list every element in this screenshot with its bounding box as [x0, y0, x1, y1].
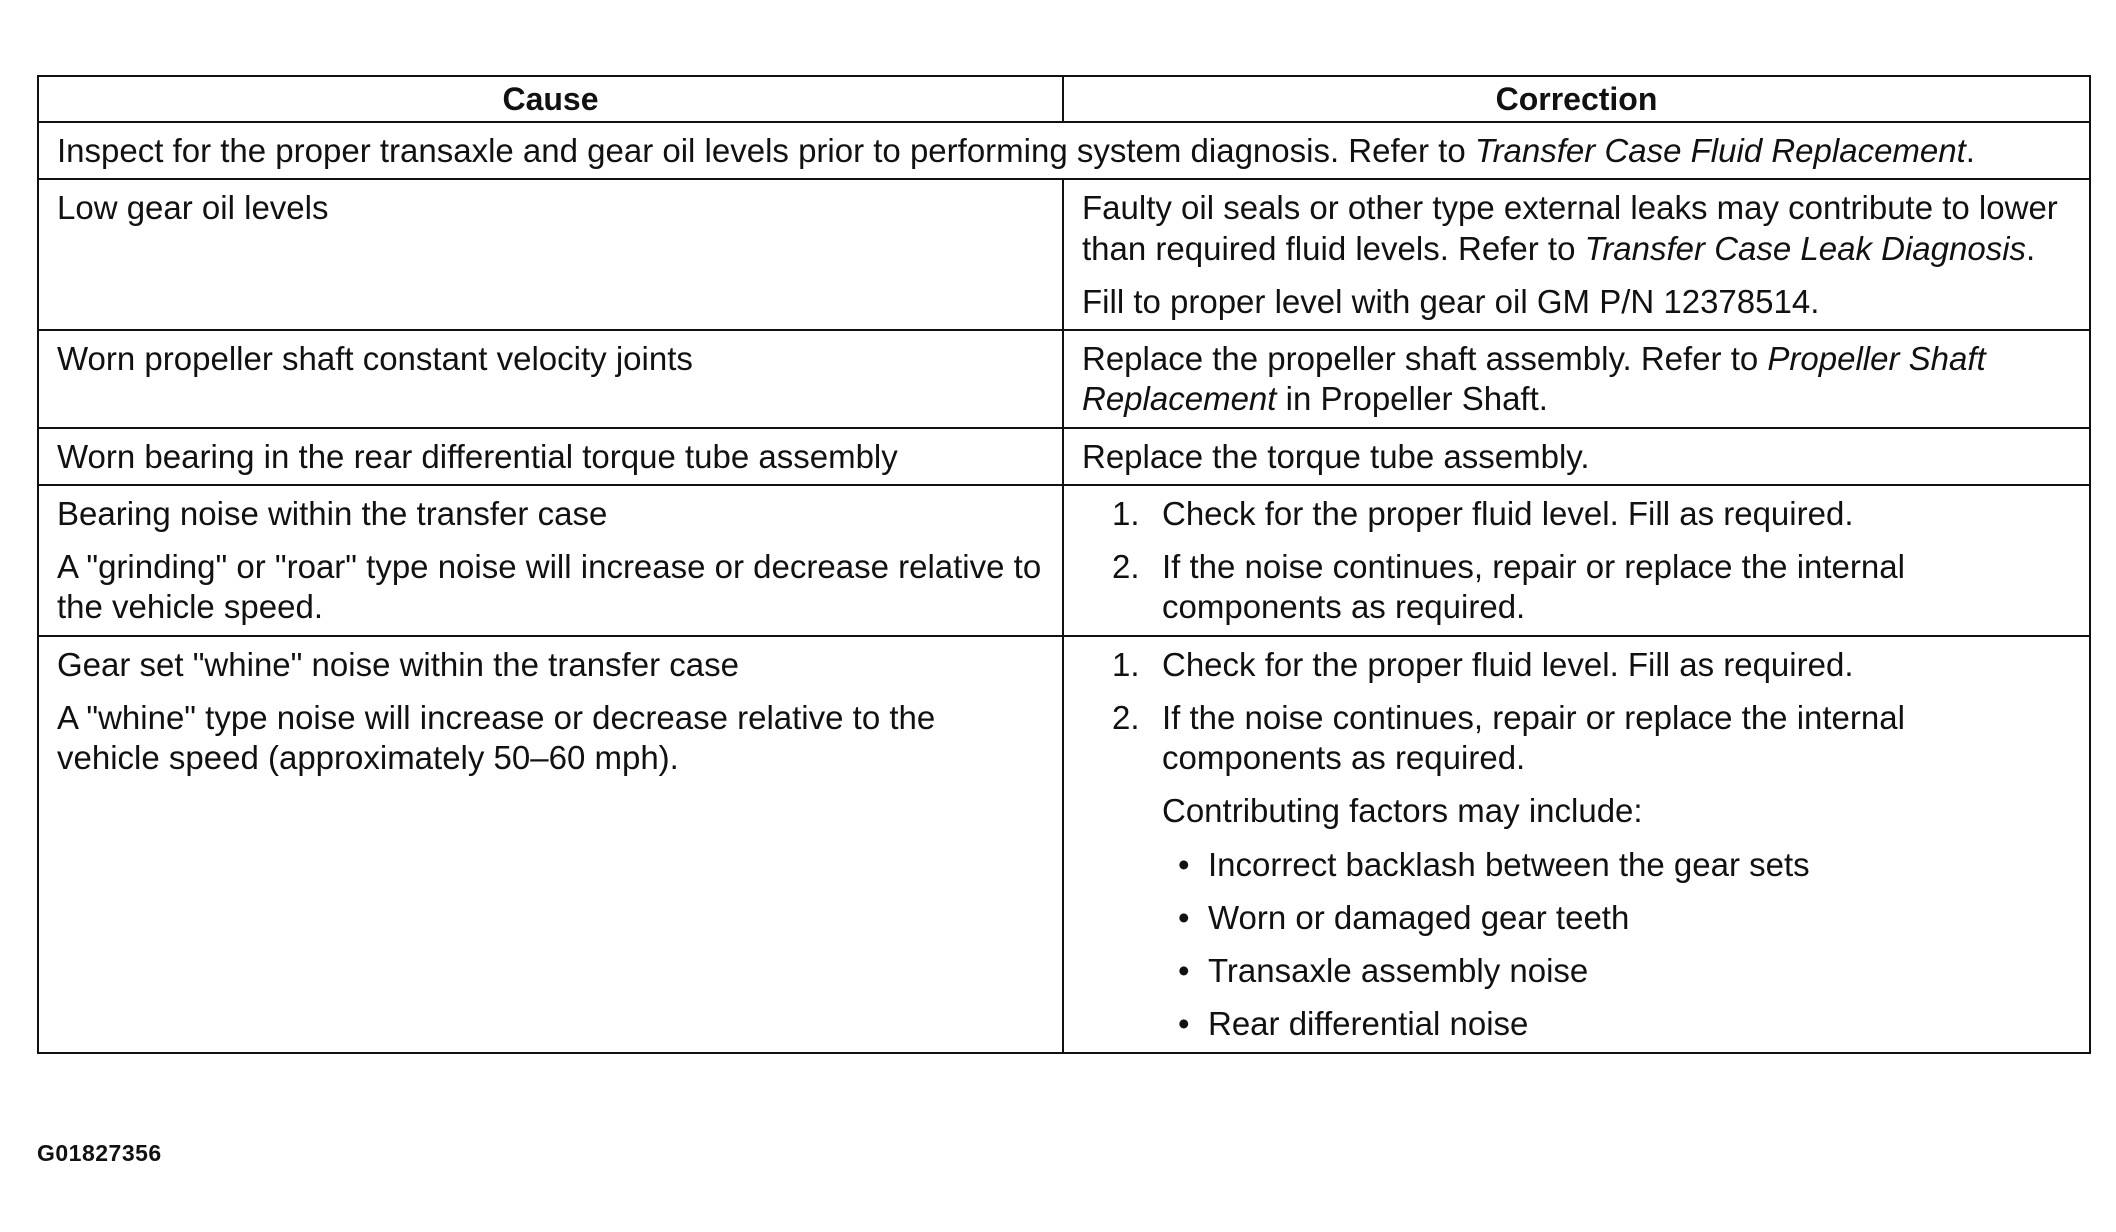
correction-cell — [1063, 636, 2090, 1053]
step-text: Check for the proper fluid level. Fill as required. — [1162, 645, 1854, 683]
table-row — [38, 636, 2090, 1053]
correction-steps — [1082, 494, 2070, 628]
correction-text: Fill to proper level with gear oil GM P/N 12378514. — [1082, 282, 1820, 320]
step-text: Check for the proper fluid level. Fill as required. — [1162, 494, 1854, 532]
cause-text: Gear set "whine" noise within the transfer case — [57, 645, 739, 683]
correction-text-end: in Propeller Shaft. — [1276, 380, 1548, 418]
intro-text-end: . — [1965, 132, 1975, 170]
table-header-row — [38, 76, 2090, 122]
step-number: 2. — [1112, 698, 1140, 736]
factor-text: Rear differential noise — [1208, 1005, 1529, 1043]
list-item — [1178, 1004, 2070, 1044]
table-row — [38, 485, 2090, 636]
table-row — [38, 179, 2090, 330]
correction-text-part: Faulty oil seals or other type external leaks may contribute to lower than required fluid levels. Refer to — [1082, 189, 2058, 267]
correction-reference: Transfer Case Leak Diagnosis — [1584, 229, 2027, 267]
correction-text-part: Replace the propeller shaft assembly. Refer to — [1082, 340, 1768, 378]
cause-description: A "grinding" or "roar" type noise will increase or decrease relative to the vehicle speed. — [57, 548, 1042, 626]
correction-cell — [1063, 179, 2090, 330]
list-item — [1082, 645, 2070, 685]
correction-text — [1082, 188, 2070, 269]
step-number: 1. — [1112, 494, 1140, 532]
intro-cell — [38, 122, 2090, 179]
cause-cell — [38, 179, 1063, 330]
correction-text: Replace the torque tube assembly. — [1082, 437, 1590, 475]
step-text: If the noise continues, repair or replace the internal components as required. — [1162, 698, 1905, 777]
contributing-factors-label: Contributing factors may include: — [1162, 792, 1643, 830]
correction-text — [1082, 339, 2070, 420]
bullet-icon: • — [1178, 898, 1190, 936]
intro-text: Inspect for the proper transaxle and gear oil levels prior to performing system diagnosis. Refer to — [57, 132, 1475, 170]
bullet-icon: • — [1178, 845, 1190, 883]
intro-reference: Transfer Case Fluid Replacement — [1474, 132, 1966, 170]
step-text: If the noise continues, repair or replace the internal components as required. — [1162, 548, 1905, 626]
factor-text: Incorrect backlash between the gear sets — [1208, 845, 1810, 883]
cause-text: Worn propeller shaft constant velocity joints — [57, 340, 693, 378]
cause-cell — [38, 428, 1063, 485]
intro-row — [38, 122, 2090, 179]
list-item — [1082, 494, 2070, 534]
bullet-icon: • — [1178, 1005, 1190, 1043]
cause-text: Bearing noise within the transfer case — [57, 494, 608, 532]
list-item — [1178, 951, 2070, 991]
cause-text: Worn bearing in the rear differential torque tube assembly — [57, 437, 898, 475]
correction-text-end: . — [2026, 229, 2036, 267]
cause-description: A "whine" type noise will increase or decrease relative to the vehicle speed (approximately 50–60 mph). — [57, 698, 936, 777]
list-item — [1178, 898, 2070, 938]
correction-cell — [1063, 485, 2090, 636]
column-header-cause: Cause — [38, 76, 1063, 122]
correction-steps — [1082, 645, 2070, 779]
correction-cell — [1063, 330, 2090, 428]
diagnosis-table — [37, 75, 2091, 1054]
list-item — [1082, 698, 2070, 779]
step-number: 2. — [1112, 548, 1140, 586]
step-number: 1. — [1112, 645, 1140, 683]
correction-reference: Propeller Shaft Replacement — [1082, 340, 1986, 418]
table-row — [38, 330, 2090, 428]
factor-text: Worn or damaged gear teeth — [1208, 898, 1630, 936]
figure-id: G01827356 — [37, 1140, 162, 1166]
cause-cell — [38, 485, 1063, 636]
cause-cell — [38, 636, 1063, 1053]
correction-cell — [1063, 428, 2090, 485]
list-item — [1178, 845, 2070, 885]
table-row — [38, 428, 2090, 485]
cause-cell — [38, 330, 1063, 428]
cause-text: Low gear oil levels — [57, 189, 329, 227]
contributing-factors-list — [1082, 845, 2070, 1045]
factor-text: Transaxle assembly noise — [1208, 952, 1589, 990]
column-header-correction: Correction — [1063, 76, 2090, 122]
list-item — [1082, 547, 2070, 628]
bullet-icon: • — [1178, 952, 1190, 990]
